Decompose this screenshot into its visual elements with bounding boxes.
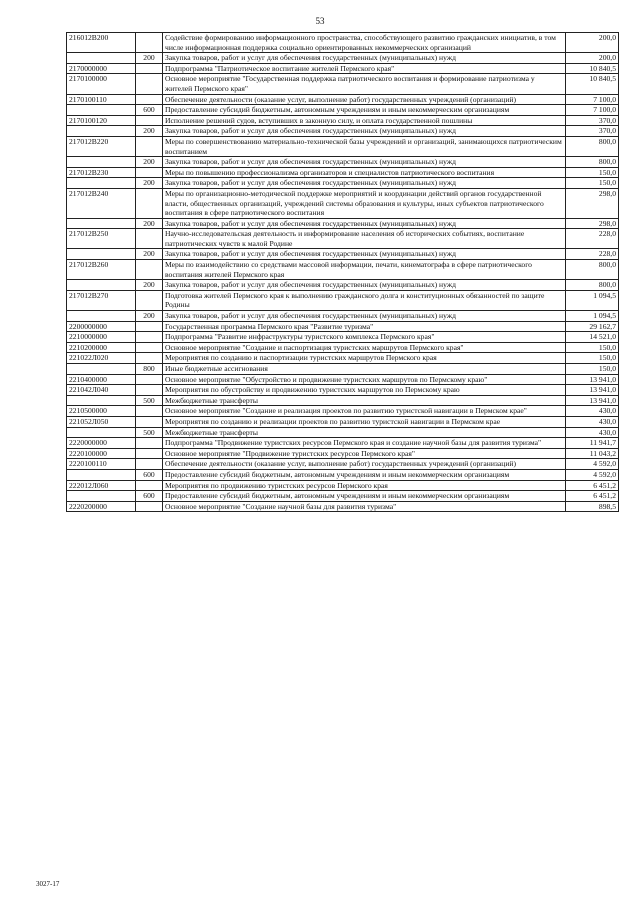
row-expense-type-cell (136, 459, 163, 470)
page-number: 53 (315, 16, 325, 26)
row-expense-type-cell (136, 74, 163, 94)
table-row (67, 74, 619, 94)
row-name-cell: Межбюджетные трансферты (163, 427, 566, 438)
row-name-cell: Содействие формированию информационного пространства, способствующего развитию гражданских инициатив, в том числе информационная поддержка социально ориентированных некоммерческих организаций (163, 33, 566, 53)
row-sum-cell: 13 941,0 (566, 374, 619, 385)
budget-table-body (67, 33, 619, 512)
row-expense-type-cell (136, 136, 163, 156)
row-sum-cell: 29 162,7 (566, 321, 619, 332)
row-name-cell: Обеспечение деятельности (оказание услуг, выполнение работ) государственных учреждений (организаций) (163, 94, 566, 105)
row-name-cell: Меры по совершенствованию материально-технической базы учреждений и организаций, занимающихся патриотическим воспитанием (163, 136, 566, 156)
table-row (67, 395, 619, 406)
table-row (67, 136, 619, 156)
row-sum-cell: 7 100,0 (566, 105, 619, 116)
row-code-cell: 2220100110 (67, 459, 136, 470)
table-row (67, 229, 619, 249)
row-code-cell: 217012В270 (67, 290, 136, 310)
row-sum-cell: 10 840,5 (566, 63, 619, 74)
row-sum-cell: 370,0 (566, 126, 619, 137)
row-expense-type-cell (136, 188, 163, 218)
table-row (67, 178, 619, 189)
row-name-cell: Предоставление субсидий бюджетным, автономным учреждениям и иным некоммерческим организациям (163, 105, 566, 116)
row-name-cell: Мероприятия по продвижению туристских ресурсов Пермского края (163, 480, 566, 491)
row-name-cell: Закупка товаров, работ и услуг для обеспечения государственных (муниципальных) нужд (163, 126, 566, 137)
row-expense-type-cell (136, 115, 163, 126)
row-expense-type-cell: 500 (136, 427, 163, 438)
row-code-cell: 2210000000 (67, 332, 136, 343)
table-row (67, 332, 619, 343)
row-expense-type-cell: 200 (136, 178, 163, 189)
row-sum-cell: 430,0 (566, 416, 619, 427)
row-expense-type-cell (136, 260, 163, 280)
table-row (67, 63, 619, 74)
row-name-cell: Основное мероприятие "Создание научной базы для развития туризма" (163, 501, 566, 512)
row-code-cell: 2170000000 (67, 63, 136, 74)
row-name-cell: Меры по организационно-методической поддержке мероприятий и координации действий органов государственной власти, общественных организаций, учреждений системы образования и культуры, иных субъектов патриотического воспитания в сфере патриотического воспитания (163, 188, 566, 218)
row-name-cell: Основное мероприятие "Государственная поддержка патриотического воспитания и формирование патриотизма у жителей Пермского края" (163, 74, 566, 94)
row-sum-cell: 1 094,5 (566, 290, 619, 310)
row-sum-cell: 430,0 (566, 427, 619, 438)
row-name-cell: Мероприятия по созданию и реализации проектов по развитию туристской навигации в Пермском крае (163, 416, 566, 427)
row-code-cell: 2210500000 (67, 406, 136, 417)
row-code-cell: 221042Л040 (67, 385, 136, 396)
row-expense-type-cell: 200 (136, 280, 163, 291)
row-name-cell: Основное мероприятие "Создание и паспортизация туристских маршрутов Пермского края" (163, 342, 566, 353)
row-code-cell (67, 395, 136, 406)
row-code-cell: 2210200000 (67, 342, 136, 353)
row-sum-cell: 13 941,0 (566, 395, 619, 406)
table-row (67, 321, 619, 332)
table-row (67, 157, 619, 168)
row-name-cell: Закупка товаров, работ и услуг для обеспечения государственных (муниципальных) нужд (163, 280, 566, 291)
row-sum-cell: 228,0 (566, 229, 619, 249)
row-name-cell: Подготовка жителей Пермского края к выполнению гражданского долга и конституционных обязанностей по защите Родины (163, 290, 566, 310)
table-row (67, 126, 619, 137)
row-code-cell: 221022Л020 (67, 353, 136, 364)
row-expense-type-cell (136, 33, 163, 53)
table-row (67, 459, 619, 470)
table-row (67, 290, 619, 310)
row-expense-type-cell (136, 290, 163, 310)
table-row (67, 105, 619, 116)
table-row (67, 280, 619, 291)
row-code-cell: 2170100000 (67, 74, 136, 94)
table-row (67, 469, 619, 480)
table-row (67, 311, 619, 322)
row-sum-cell: 150,0 (566, 342, 619, 353)
row-expense-type-cell: 200 (136, 218, 163, 229)
row-expense-type-cell (136, 94, 163, 105)
row-sum-cell: 1 094,5 (566, 311, 619, 322)
row-expense-type-cell: 800 (136, 364, 163, 375)
row-expense-type-cell: 500 (136, 395, 163, 406)
row-expense-type-cell: 600 (136, 491, 163, 502)
row-name-cell: Подпрограмма "Патриотическое воспитание жителей Пермского края" (163, 63, 566, 74)
row-name-cell: Закупка товаров, работ и услуг для обеспечения государственных (муниципальных) нужд (163, 157, 566, 168)
row-sum-cell: 4 592,0 (566, 459, 619, 470)
row-expense-type-cell: 200 (136, 311, 163, 322)
row-name-cell: Основное мероприятие "Создание и реализация проектов по развитию туристской навигации в Пермском крае" (163, 406, 566, 417)
row-expense-type-cell (136, 448, 163, 459)
budget-table (66, 32, 619, 512)
row-sum-cell: 10 840,5 (566, 74, 619, 94)
row-code-cell: 217012В220 (67, 136, 136, 156)
row-code-cell: 2210400000 (67, 374, 136, 385)
table-row (67, 353, 619, 364)
row-code-cell (67, 105, 136, 116)
row-name-cell: Подпрограмма "Продвижение туристских ресурсов Пермского края и создание научной базы для развития туризма" (163, 438, 566, 449)
row-code-cell (67, 427, 136, 438)
row-sum-cell: 14 521,0 (566, 332, 619, 343)
row-name-cell: Подпрограмма "Развитие инфраструктуры туристского комплекса Пермского края" (163, 332, 566, 343)
row-code-cell (67, 178, 136, 189)
row-expense-type-cell: 200 (136, 126, 163, 137)
row-code-cell: 217012В240 (67, 188, 136, 218)
row-name-cell: Основное мероприятие "Продвижение туристских ресурсов Пермского края" (163, 448, 566, 459)
row-sum-cell: 7 100,0 (566, 94, 619, 105)
table-row (67, 427, 619, 438)
row-sum-cell: 298,0 (566, 218, 619, 229)
row-name-cell: Предоставление субсидий бюджетным, автономным учреждениям и иным некоммерческим организациям (163, 491, 566, 502)
row-sum-cell: 298,0 (566, 188, 619, 218)
row-name-cell: Меры по взаимодействию со средствами массовой информации, печати, кинематографа в сфере патриотического воспитания жителей Пермского края (163, 260, 566, 280)
row-code-cell: 2220200000 (67, 501, 136, 512)
row-expense-type-cell (136, 480, 163, 491)
table-row (67, 438, 619, 449)
row-expense-type-cell: 200 (136, 157, 163, 168)
row-code-cell: 2220000000 (67, 438, 136, 449)
row-name-cell: Основное мероприятие "Обустройство и продвижение туристских маршрутов по Пермскому краю" (163, 374, 566, 385)
row-name-cell: Меры по повышению профессионализма организаторов и специалистов патриотического воспитания (163, 167, 566, 178)
row-code-cell (67, 491, 136, 502)
row-expense-type-cell: 200 (136, 53, 163, 64)
row-sum-cell: 13 941,0 (566, 385, 619, 396)
table-row (67, 260, 619, 280)
table-row (67, 167, 619, 178)
row-name-cell: Предоставление субсидий бюджетным, автономным учреждениям и иным некоммерческим организациям (163, 469, 566, 480)
row-sum-cell: 6 451,2 (566, 491, 619, 502)
table-row (67, 33, 619, 53)
table-row (67, 188, 619, 218)
row-name-cell: Государственная программа Пермского края "Развитие туризма" (163, 321, 566, 332)
row-expense-type-cell (136, 353, 163, 364)
row-code-cell: 216012В200 (67, 33, 136, 53)
row-name-cell: Мероприятия по созданию и паспортизации туристских маршрутов Пермского края (163, 353, 566, 364)
row-expense-type-cell: 600 (136, 469, 163, 480)
row-expense-type-cell (136, 167, 163, 178)
row-code-cell (67, 280, 136, 291)
row-code-cell (67, 249, 136, 260)
row-expense-type-cell (136, 406, 163, 417)
row-expense-type-cell (136, 342, 163, 353)
row-expense-type-cell (136, 332, 163, 343)
row-code-cell (67, 469, 136, 480)
row-code-cell: 217012В260 (67, 260, 136, 280)
row-code-cell: 2200000000 (67, 321, 136, 332)
row-sum-cell: 200,0 (566, 53, 619, 64)
row-name-cell: Иные бюджетные ассигнования (163, 364, 566, 375)
row-code-cell: 2220100000 (67, 448, 136, 459)
row-sum-cell: 150,0 (566, 167, 619, 178)
row-expense-type-cell (136, 63, 163, 74)
row-sum-cell: 150,0 (566, 178, 619, 189)
row-expense-type-cell: 600 (136, 105, 163, 116)
table-row (67, 94, 619, 105)
row-code-cell: 222012Л060 (67, 480, 136, 491)
table-row (67, 406, 619, 417)
row-name-cell: Мероприятия по обустройству и продвижению туристских маршрутов по Пермскому краю (163, 385, 566, 396)
table-row (67, 249, 619, 260)
row-expense-type-cell (136, 416, 163, 427)
row-sum-cell: 150,0 (566, 364, 619, 375)
row-expense-type-cell (136, 438, 163, 449)
row-expense-type-cell (136, 229, 163, 249)
row-name-cell: Закупка товаров, работ и услуг для обеспечения государственных (муниципальных) нужд (163, 178, 566, 189)
row-sum-cell: 800,0 (566, 280, 619, 291)
table-row (67, 342, 619, 353)
table-row (67, 364, 619, 375)
row-sum-cell: 150,0 (566, 353, 619, 364)
row-expense-type-cell (136, 385, 163, 396)
table-row (67, 501, 619, 512)
row-code-cell (67, 126, 136, 137)
row-name-cell: Исполнение решений судов, вступивших в законную силу, и оплата государственной пошлины (163, 115, 566, 126)
row-sum-cell: 4 592,0 (566, 469, 619, 480)
row-expense-type-cell (136, 321, 163, 332)
row-sum-cell: 800,0 (566, 136, 619, 156)
row-expense-type-cell (136, 501, 163, 512)
table-row (67, 491, 619, 502)
row-code-cell (67, 218, 136, 229)
table-row (67, 448, 619, 459)
row-code-cell: 2170100120 (67, 115, 136, 126)
row-name-cell: Закупка товаров, работ и услуг для обеспечения государственных (муниципальных) нужд (163, 311, 566, 322)
table-row (67, 374, 619, 385)
table-row (67, 218, 619, 229)
table-row (67, 115, 619, 126)
row-name-cell: Научно-исследовательская деятельность и информирование населения об исторических событиях, воспитание патриотических чувств к малой Родине (163, 229, 566, 249)
row-code-cell (67, 53, 136, 64)
table-row (67, 480, 619, 491)
row-sum-cell: 11 941,7 (566, 438, 619, 449)
row-code-cell (67, 311, 136, 322)
row-code-cell (67, 364, 136, 375)
row-expense-type-cell (136, 374, 163, 385)
row-code-cell: 217012В230 (67, 167, 136, 178)
row-sum-cell: 370,0 (566, 115, 619, 126)
row-sum-cell: 228,0 (566, 249, 619, 260)
table-row (67, 53, 619, 64)
row-sum-cell: 800,0 (566, 157, 619, 168)
footer-code: 3027-17 (36, 880, 60, 888)
row-sum-cell: 800,0 (566, 260, 619, 280)
row-code-cell: 2170100110 (67, 94, 136, 105)
table-row (67, 416, 619, 427)
row-sum-cell: 430,0 (566, 406, 619, 417)
table-row (67, 385, 619, 396)
row-name-cell: Межбюджетные трансферты (163, 395, 566, 406)
row-code-cell: 221052Л050 (67, 416, 136, 427)
row-code-cell: 217012В250 (67, 229, 136, 249)
row-name-cell: Закупка товаров, работ и услуг для обеспечения государственных (муниципальных) нужд (163, 218, 566, 229)
row-name-cell: Закупка товаров, работ и услуг для обеспечения государственных (муниципальных) нужд (163, 249, 566, 260)
row-sum-cell: 6 451,2 (566, 480, 619, 491)
row-sum-cell: 200,0 (566, 33, 619, 53)
row-name-cell: Закупка товаров, работ и услуг для обеспечения государственных (муниципальных) нужд (163, 53, 566, 64)
row-name-cell: Обеспечение деятельности (оказание услуг, выполнение работ) государственных учреждений (организаций) (163, 459, 566, 470)
row-sum-cell: 898,5 (566, 501, 619, 512)
row-sum-cell: 11 043,2 (566, 448, 619, 459)
row-code-cell (67, 157, 136, 168)
row-expense-type-cell: 200 (136, 249, 163, 260)
